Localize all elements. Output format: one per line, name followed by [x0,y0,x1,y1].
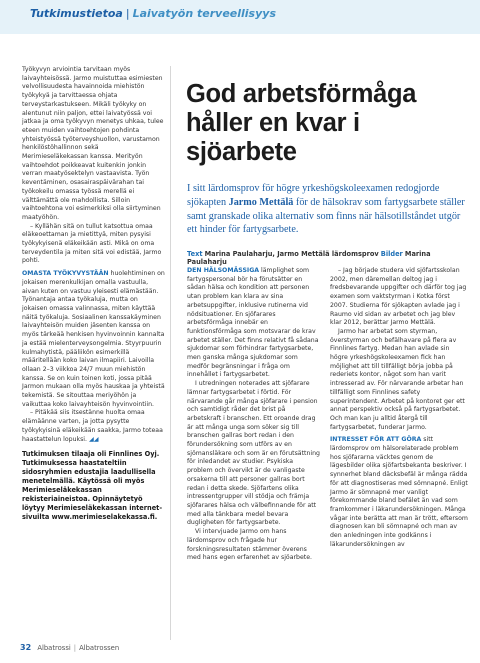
left-paragraph-3-body: huolehtiminen on jokaisen merenkulkijan omalla vastuulla, aivan kuten on vastuu yleisesti elämästään. Työnantaja antaa työkaluja, mutta on jokaisen omassa valinnassa, miten käyttää näitä työkaluja. Sosiaalinen kanssakäyminen laivayhteisön muiden jäsenten kanssa on myös tärkeää henkisen hyvinvoinnin kannalta ja estää mielenterveysongelmia. Styyrpuurin kulmahytistä, pääliikön esimerkillä määritellään koko laivan ilmapiiri. Laivoilla ollaan 2–3 viikkoa 24/7 muun miehistön kanssa. Se on kuin toinen koti, jossa pitää Jarmon mukaan olla myös hauskaa ja yhteistä tekemistä. Se sitouttaa meriyöhön ja vaikuttaa koko laivayhteisön hyvinvointiin. [22,270,165,408]
right-paragraph-2: Jarmo har arbetat som styrman, överstyrman och befälhavare på flera av Finnlines fartyg. Medan han avlade sin högre yrkeshögskoleexamen fick han möjlighet att till tillfälligt börja jobba på rederiets kontor, något som han varit intresserad av. För närvarande arbetar han tillfälligt som Finnlines safety superintendent. Arbetet på kontoret ger ett annat perspektiv också på fartygsarbetet. Och man kan ju alltid återgå till fartygsarbetet, funderar Jarmo. [330,327,465,431]
right-paragraph-1: – Jag började studera vid sjöfartsskolan 2002, men däremellan deltog jag i fredsbevarande uppgifter och därför tog jag examen som vaktstyrman i Kotka först 2007. Studierna för sjökapten avlade jag i Raumo vid sidan av arbetet och jag blev klar 2012, berättar Jarmo Mettälä. [330,267,467,327]
mid-paragraph-3: Vi intervjuade Jarmo om hans lärdomsprov och frågade hur forskningsresultaten stämmer överens med hans egen erfarenhet av sjöarbete. [187,528,312,562]
left-paragraph-1: Työkyvyn arviointia tarvitaan myös laivayhteisössä. Jarmo muistuttaa esimiesten velvollisuudesta havainnoida miehistön työkykyä ja tarvittaessa ohjata terveystarkastukseen. Mikäli työkyky on alentunut niin paljon, ettei laivatyössä voi jatkaa ja oma työkyvyn menetys uhkaa, tulee eteen muiden vaihtoehtojen pohdinta yhteistyössä työterveyshuollon, varustamon henkilöstöhallinnon sekä Merimieseläkekassan kanssa. Merityön vaihtoehdot poikkeavat kuitenkin jonkin verran maatyösektelyn vastaavista. Työn keventäminen, osasairaspäivärahan tai työkokeilu omassa työssä merellä ei välttämättä ole mahdollista. Silloin vaihtoehtona voi esimerkiksi olla siirtyminen maatyöhön. [22,66,164,221]
right-paragraph-3-lead: INTRESSET FÖR ATT GÖRA [330,436,422,444]
right-paragraph-3-body: sitt lärdomsprov om hälsorelaterade problem hos sjöfararna väcktes genom de lägesbilder olika sjöfartsbekanta beskriver. I synnerhet bland däcksbefäl är många rädda för att diagnostiseras med sömnapné. Enligt Jarmo är sömnapné mer vanligt förekommande bland befälet än vad som framkommer i läkarundersökningen. Många vågar inte berätta att man är trött, eftersom diagnosen kan bli sömnapné och man av den anledningen inte godkänns i läkarundersökningen av [330,436,468,548]
section-header-bar [0,0,480,34]
footer-separator: | [73,644,77,652]
text-credit-authors: Marina Paulaharju, Jarmo Mettälä lärdomsprov [204,250,379,258]
page-number: 32 [20,643,32,652]
left-paragraph-4 [22,409,165,444]
right-paragraph-3 [330,436,468,549]
mid-paragraph-1-body: lämplighet som fartygspersonal bör ha förutsätter en sådan hälsa och kondition att personen utan problem kan klara av sina arbetsuppgifter, inklusive rutinerna vid nödsituationer. En sjöfarares arbetsförmåga innebär en funktionsförmåga som motsvarar de krav arbetet ställer. Det finns relativt få sådana sjukdomar som förhindrar fartygsarbete, men ganska många sjukdomar som medför begränsningar i fråga om innehållet i fartygsarbetet. [187,267,319,379]
left-paragraph-3 [22,270,165,409]
magazine-name-sv: Albatrossen [79,644,120,652]
lead-part-a: I sitt lärdomsprov för högre yrkeshögskoleexamen redogjorde sjökapten [187,183,440,208]
swedish-column-right [330,267,468,550]
mid-paragraph-1 [187,267,320,380]
section-label: Tutkimustietoa [30,7,123,20]
subsection-label: Laivatyön terveellisyys [132,7,276,20]
article-title: God arbetsförmåga håller en kvar i sjöarbete [186,80,417,166]
lead-part-b: för de hälsokrav som fartygsarbete ställer samt granskade olika alternativ som finns när hälsotillståndet utgör ett hinder för fartygsarbete. [187,196,465,236]
left-paragraph-2: – Kyllähän sitä on tullut katsottua omaa eläkeoettaman ja mietittyä, miten pysyisi työkykyisenä eläkeikään asti. Mikä on oma terveydentila ja miten sitä voi edistää, Jarmo pohti. [22,222,162,265]
mid-paragraph-2: I utredningen noterades att sjöfarare lämnar fartygsarbetet i förtid. För närvarande går många sjöfarare i pension och samtidigt råder det brist på arbetskraft i branschen. Ett oroande drag är att många unga som söker sig till branschen gallras bort redan i den förundersökning som utförs av en sjömansläkare och som är en förutsättning för inledandet av studier. Psykiska problem och övervikt är de vanligaste orsakerna till att personer gallras bort redan i detta skede. Sjöfartens olika intressentgrupper vill stödja och främja sjöfarares hälsa och välbefinnande för att med alla tänkbara medel bevara dugligheten för fartygsarbete. [187,380,320,527]
article-credits [187,250,470,266]
lead-name: Jarmo Mettälä [228,196,294,208]
page-footer [20,643,119,652]
section-separator: | [125,7,130,20]
text-credit-label: Text [187,250,203,258]
picture-credit-label: Bilder [380,250,403,258]
left-paragraph-3-lead: OMASTA TYÖKYVYSTÄÄN [22,270,109,278]
research-info-box: Tutkimuksen tilaaja oli Finnlines Oyj. Tutkimuksessa haastateltiin sidosryhmien edustajia laadullisella menetelmällä. Käytössä oli myös Merimieseläkekassan rekisteriaineistoa. Opinnäytetyö löytyy Merimieseläkekassan internet-sivuilta www.merimieselakekassa.fi. [22,450,163,522]
left-paragraph-4-body: – Pitäkää siis itsestänne huolta omaa elämäänne varten, ja jotta pysytte työkykyisinä eläkeikään saakka, Jarmo toteaa haastattelun lopuksi. [22,409,163,443]
picture-credit-author: Marina Paulaharju [187,250,431,266]
swedish-column-middle [187,267,320,563]
column-divider [170,66,171,640]
end-mark-icon: ◢◢ [88,435,99,443]
section-tag [30,7,276,20]
mid-paragraph-1-lead: DEN HÄLSOMÄSSIGA [187,267,260,274]
article-lead [187,182,470,237]
magazine-name-fi: Albatrossi [37,644,71,652]
finnish-column [22,66,165,522]
